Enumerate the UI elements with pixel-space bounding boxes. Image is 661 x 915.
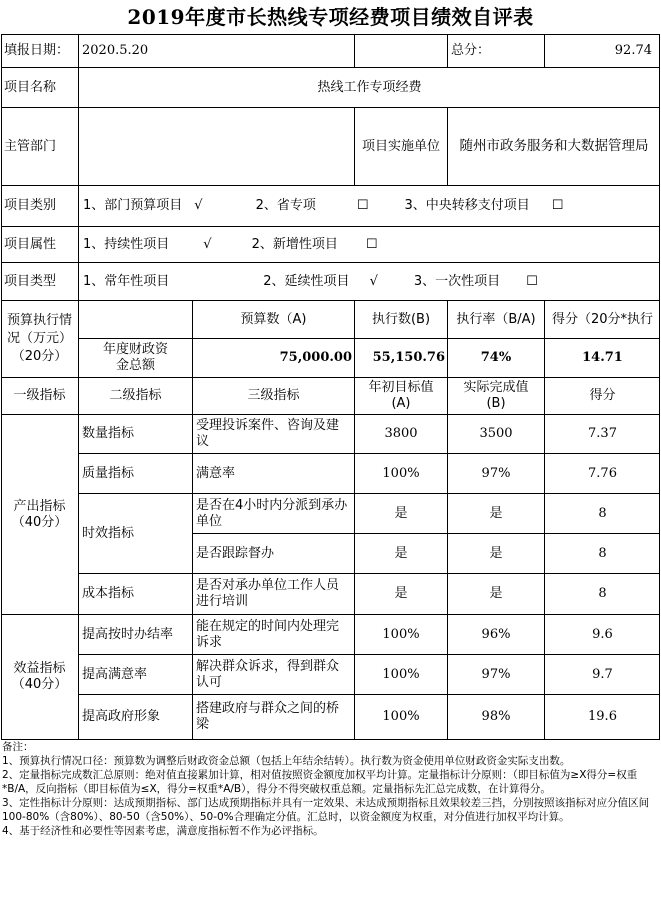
benefit-l3: 能在规定的时间内处理完诉求 <box>193 615 355 655</box>
output-target: 是 <box>355 534 448 574</box>
output-score: 7.37 <box>545 415 660 454</box>
benefit-actual: 96% <box>448 615 545 655</box>
total-score-label: 总分： <box>448 34 545 68</box>
output-label: 产出指标（40分） <box>1 415 79 615</box>
output-actual: 是 <box>448 494 545 534</box>
output-actual: 是 <box>448 574 545 615</box>
note-1: 1、预算执行情况口径：预算数为调整后财政资金总额（包括上年结余结转）。执行数为资金使用单位财政资金实际支出数。 <box>2 755 571 767</box>
exec-value: 55,150.76 <box>355 339 448 378</box>
budget-label: 预算执行情况（万元）（20分） <box>1 301 79 378</box>
output-target: 3800 <box>355 415 448 454</box>
output-actual: 97% <box>448 454 545 494</box>
budget-col-score: 得分（20分*执行 <box>545 301 660 339</box>
category-opt2-box: ☐ <box>356 198 369 213</box>
output-target: 100% <box>355 454 448 494</box>
type-opt3-box: ☐ <box>526 273 538 289</box>
output-l3: 是否在4小时内分派到承办单位 <box>193 494 355 534</box>
output-l3: 受理投诉案件、咨询及建议 <box>193 415 355 454</box>
benefit-label: 效益指标（40分） <box>1 615 79 740</box>
type-opt3: 3、一次性项目 <box>413 273 501 289</box>
category-opt1-check: √ <box>194 198 203 213</box>
attribute-opt2-box: ☐ <box>365 236 378 252</box>
benefit-score: 9.6 <box>545 615 660 655</box>
form-title: 2019年度市长热线专项经费项目绩效自评表 <box>127 5 534 29</box>
output-l3: 是否跟踪督办 <box>193 534 355 574</box>
benefit-score: 9.7 <box>545 655 660 695</box>
budget-col-rate: 执行率（B/A) <box>448 301 545 339</box>
output-l2: 时效指标 <box>79 494 193 574</box>
budget-row-label: 年度财政资金总额 <box>79 339 193 378</box>
attribute-opt1: 1、持续性项目 <box>83 236 170 252</box>
budget-header-blank <box>79 301 193 339</box>
output-l3: 满意率 <box>193 454 355 494</box>
fill-date-value: 2020.5.20 <box>79 34 355 68</box>
attribute-label: 项目属性 <box>1 227 79 263</box>
benefit-l2: 提高满意率 <box>79 655 193 695</box>
benefit-actual: 97% <box>448 655 545 695</box>
type-opt2: 2、延续性项目 <box>263 273 350 289</box>
impl-unit-label: 项目实施单位 <box>355 108 448 186</box>
type-opt2-check: √ <box>369 273 378 289</box>
category-opt2: 2、省专项 <box>255 198 316 213</box>
benefit-target: 100% <box>355 695 448 740</box>
benefit-target: 100% <box>355 655 448 695</box>
output-score: 8 <box>545 534 660 574</box>
blank-cell <box>355 34 448 68</box>
budget-value: 75,000.00 <box>193 339 355 378</box>
indicator-header-l1: 一级指标 <box>1 378 79 415</box>
output-l2: 数量指标 <box>79 415 193 454</box>
output-target: 是 <box>355 494 448 534</box>
benefit-actual: 98% <box>448 695 545 740</box>
dept-label: 主管部门 <box>1 108 79 186</box>
total-score-value: 92.74 <box>545 34 660 68</box>
output-l2: 质量指标 <box>79 454 193 494</box>
project-name-value: 热线工作专项经费 <box>79 68 660 108</box>
notes-heading: 备注： <box>2 741 34 753</box>
category-options <box>79 186 660 227</box>
category-opt1: 1、部门预算项目 <box>83 198 183 213</box>
dept-value <box>79 108 355 186</box>
project-name-label: 项目名称 <box>1 68 79 108</box>
output-actual: 是 <box>448 534 545 574</box>
indicator-header-l2: 二级指标 <box>79 378 193 415</box>
attribute-options <box>79 227 660 263</box>
type-opt1: 1、常年性项目 <box>83 273 170 289</box>
output-l2: 成本指标 <box>79 574 193 615</box>
note-4: 4、基于经济性和必要性等因素考虑，满意度指标暂不作为必评指标。 <box>2 825 324 837</box>
budget-col-exec: 执行数(B) <box>355 301 448 339</box>
category-label: 项目类别 <box>1 186 79 227</box>
benefit-l2: 提高按时办结率 <box>79 615 193 655</box>
attribute-opt2: 2、新增性项目 <box>251 236 338 252</box>
output-actual: 3500 <box>448 415 545 454</box>
rate-value: 74% <box>448 339 545 378</box>
category-opt3-box: ☐ <box>551 198 564 213</box>
indicator-header-target: 年初目标值(A) <box>355 378 448 415</box>
benefit-score: 19.6 <box>545 695 660 740</box>
indicator-header-score: 得分 <box>545 378 660 415</box>
output-target: 是 <box>355 574 448 615</box>
attribute-opt1-check: √ <box>203 236 212 252</box>
benefit-l3: 搭建政府与群众之间的桥梁 <box>193 695 355 740</box>
type-options <box>79 263 660 301</box>
indicator-header-l3: 三级指标 <box>193 378 355 415</box>
benefit-target: 100% <box>355 615 448 655</box>
output-score: 8 <box>545 574 660 615</box>
output-score: 7.76 <box>545 454 660 494</box>
output-score: 8 <box>545 494 660 534</box>
note-3: 3、定性指标计分原则：达成预期指标、部门达成预期指标并具有一定效果、未达成预期指标且效果较差三挡，分别按照该指标对应分值区间100-80%（含80%）、80-50（含50%）、50-0%合理确定分值。汇总时，以资金额度为权重，对分值进行加权平均计算。 <box>2 797 650 823</box>
notes-section <box>2 740 657 838</box>
category-opt3: 3、中央转移支付项目 <box>404 198 530 213</box>
fill-date-label: 填报日期： <box>1 34 79 68</box>
type-label: 项目类型 <box>1 263 79 301</box>
budget-col-budget: 预算数（A) <box>193 301 355 339</box>
note-2: 2、定量指标完成数汇总原则：绝对值直接累加计算，相对值按照资金额度加权平均计算。定量指标计分原则：（即目标值为≥X得分=权重*B/A，反向指标（即目标值为≤X，得分=权重*A/B），得分不得突破权重总额。定量指标先汇总完成数，在计算得分。 <box>2 769 638 795</box>
budget-score-value: 14.71 <box>545 339 660 378</box>
output-l3: 是否对承办单位工作人员进行培训 <box>193 574 355 615</box>
impl-unit-value: 随州市政务服务和大数据管理局 <box>448 108 660 186</box>
benefit-l3: 解决群众诉求，得到群众认可 <box>193 655 355 695</box>
benefit-l2: 提高政府形象 <box>79 695 193 740</box>
indicator-header-actual: 实际完成值(B) <box>448 378 545 415</box>
